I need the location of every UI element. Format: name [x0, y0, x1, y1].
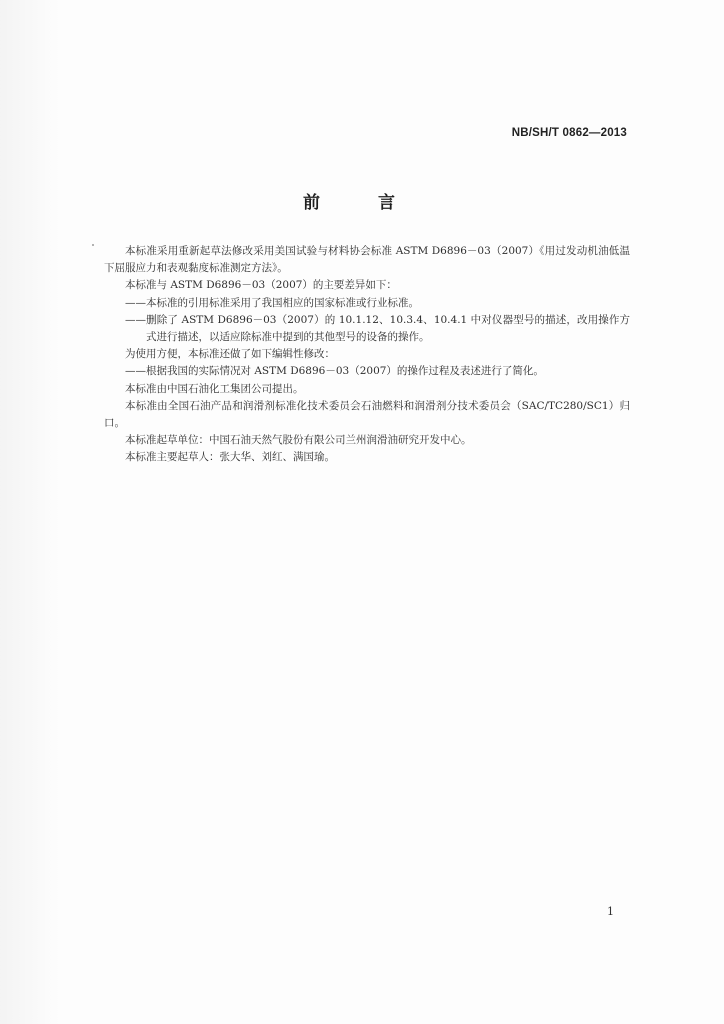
- page-title: 前 言: [303, 193, 421, 213]
- paragraph-drafting-unit: 本标准起草单位：中国石油天然气股份有限公司兰州润滑油研究开发中心。: [125, 434, 472, 447]
- foreword-body: [104, 243, 630, 467]
- list-item-difference-1: ——本标准的引用标准采用了我国相应的国家标准或行业标准。: [125, 296, 419, 309]
- paragraph-drafters: 本标准主要起草人：张大华、刘红、满国瑜。: [125, 451, 335, 464]
- scan-edge-shadow: [0, 0, 60, 1024]
- paragraph-committee: 本标准由全国石油产品和润滑剂标准化技术委员会石油燃料和润滑剂分技术委员会（SAC/TC280/SC1）归口。: [104, 399, 630, 430]
- paragraph-differences-intro: 本标准与 ASTM D6896－03（2007）的主要差异如下：: [125, 279, 397, 292]
- paragraph-adoption: 本标准采用重新起草法修改采用美国试验与材料协会标准 ASTM D6896－03（2007）《用过发动机油低温下屈服应力和表观黏度标准测定方法》。: [104, 245, 630, 275]
- list-item-editorial-1: ——根据我国的实际情况对 ASTM D6896－03（2007）的操作过程及表述进行了简化。: [125, 365, 544, 378]
- paragraph-editorial-intro: 为使用方便，本标准还做了如下编辑性修改：: [125, 348, 335, 361]
- page-number: 1: [607, 905, 614, 918]
- list-item-difference-2: ——删除了 ASTM D6896－03（2007）的 10.1.12、10.3.4、10.4.1 中对仪器型号的描述，改用操作方式进行描述，以适应除标准中提到的其他型号的设备的操作。: [125, 313, 630, 344]
- paragraph-proposer: 本标准由中国石油化工集团公司提出。: [125, 382, 304, 395]
- scan-dot: [92, 244, 94, 246]
- document-code: NB/SH/T 0862—2013: [511, 127, 627, 139]
